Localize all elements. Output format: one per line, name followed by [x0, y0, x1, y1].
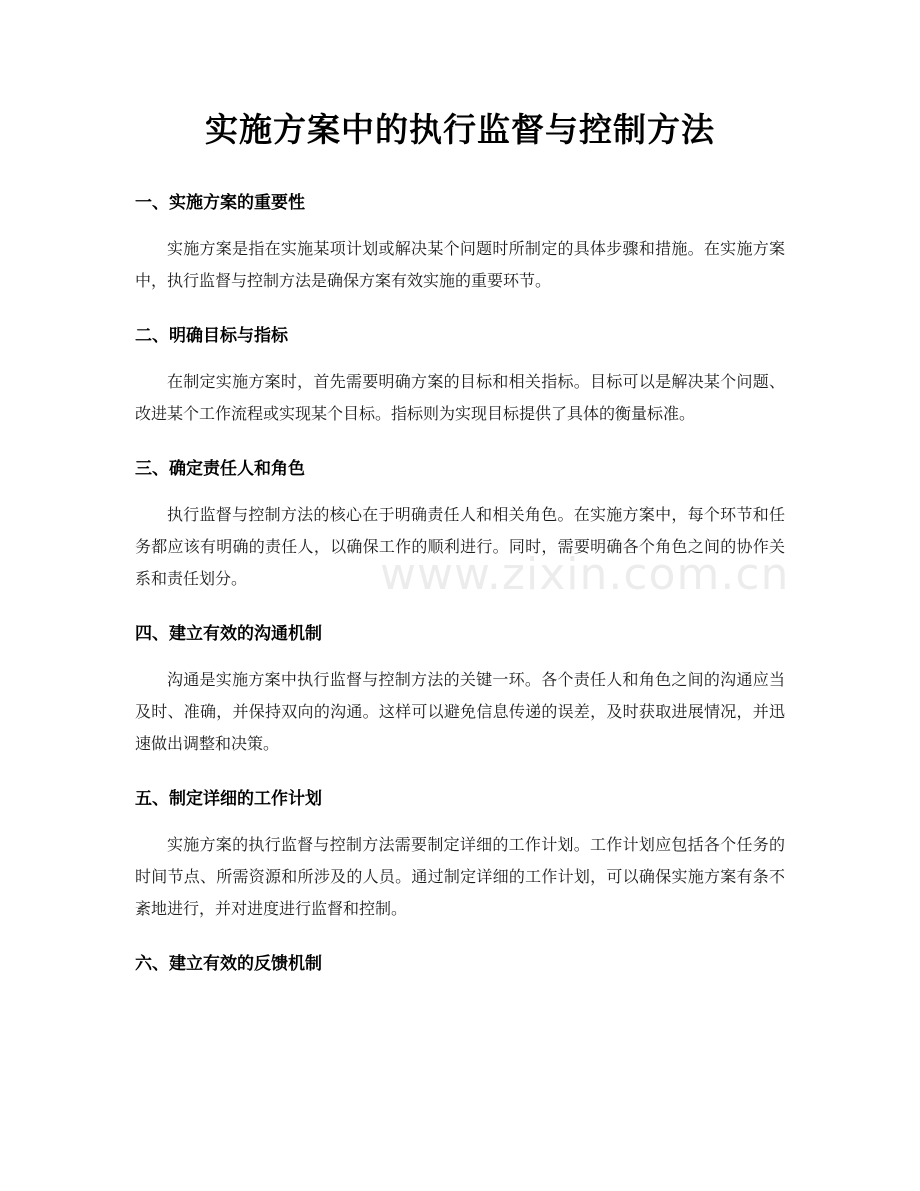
section-work-plan	[135, 786, 785, 925]
section-feedback	[135, 951, 785, 978]
section-heading: 一、实施方案的重要性	[135, 193, 305, 213]
section-paragraph: 在制定实施方案时，首先需要明确方案的目标和相关指标。目标可以是解决某个问题、改进某个工作流程或实现某个目标。指标则为实现目标提供了具体的衡量标准。	[135, 372, 785, 423]
section-paragraph: 实施方案的执行监督与控制方法需要制定详细的工作计划。工作计划应包括各个任务的时间节点、所需资源和所涉及的人员。通过制定详细的工作计划，可以确保实施方案有条不紊地进行，并对进度进行监督和控制。	[135, 835, 785, 918]
section-heading: 二、明确目标与指标	[135, 326, 288, 346]
section-heading: 六、建立有效的反馈机制	[135, 954, 322, 974]
watermark-text: www.zixin.com.cn	[380, 549, 790, 600]
section-paragraph: 实施方案是指在实施某项计划或解决某个问题时所制定的具体步骤和措施。在实施方案中，执行监督与控制方法是确保方案有效实施的重要环节。	[135, 239, 785, 290]
section-communication	[135, 621, 785, 760]
section-responsibility-roles	[135, 456, 785, 595]
section-goals-indicators	[135, 323, 785, 430]
section-heading: 三、确定责任人和角色	[135, 459, 305, 479]
document-title: 实施方案中的执行监督与控制方法	[205, 110, 715, 149]
section-heading: 四、建立有效的沟通机制	[135, 624, 322, 644]
section-importance	[135, 190, 785, 297]
section-paragraph: 沟通是实施方案中执行监督与控制方法的关键一环。各个责任人和角色之间的沟通应当及时、准确，并保持双向的沟通。这样可以避免信息传递的误差，及时获取进展情况，并迅速做出调整和决策。	[135, 670, 785, 753]
section-heading: 五、制定详细的工作计划	[135, 789, 322, 809]
section-paragraph: 执行监督与控制方法的核心在于明确责任人和相关角色。在实施方案中，每个环节和任务都应该有明确的责任人，以确保工作的顺利进行。同时，需要明确各个角色之间的协作关系和责任划分。	[135, 505, 785, 588]
